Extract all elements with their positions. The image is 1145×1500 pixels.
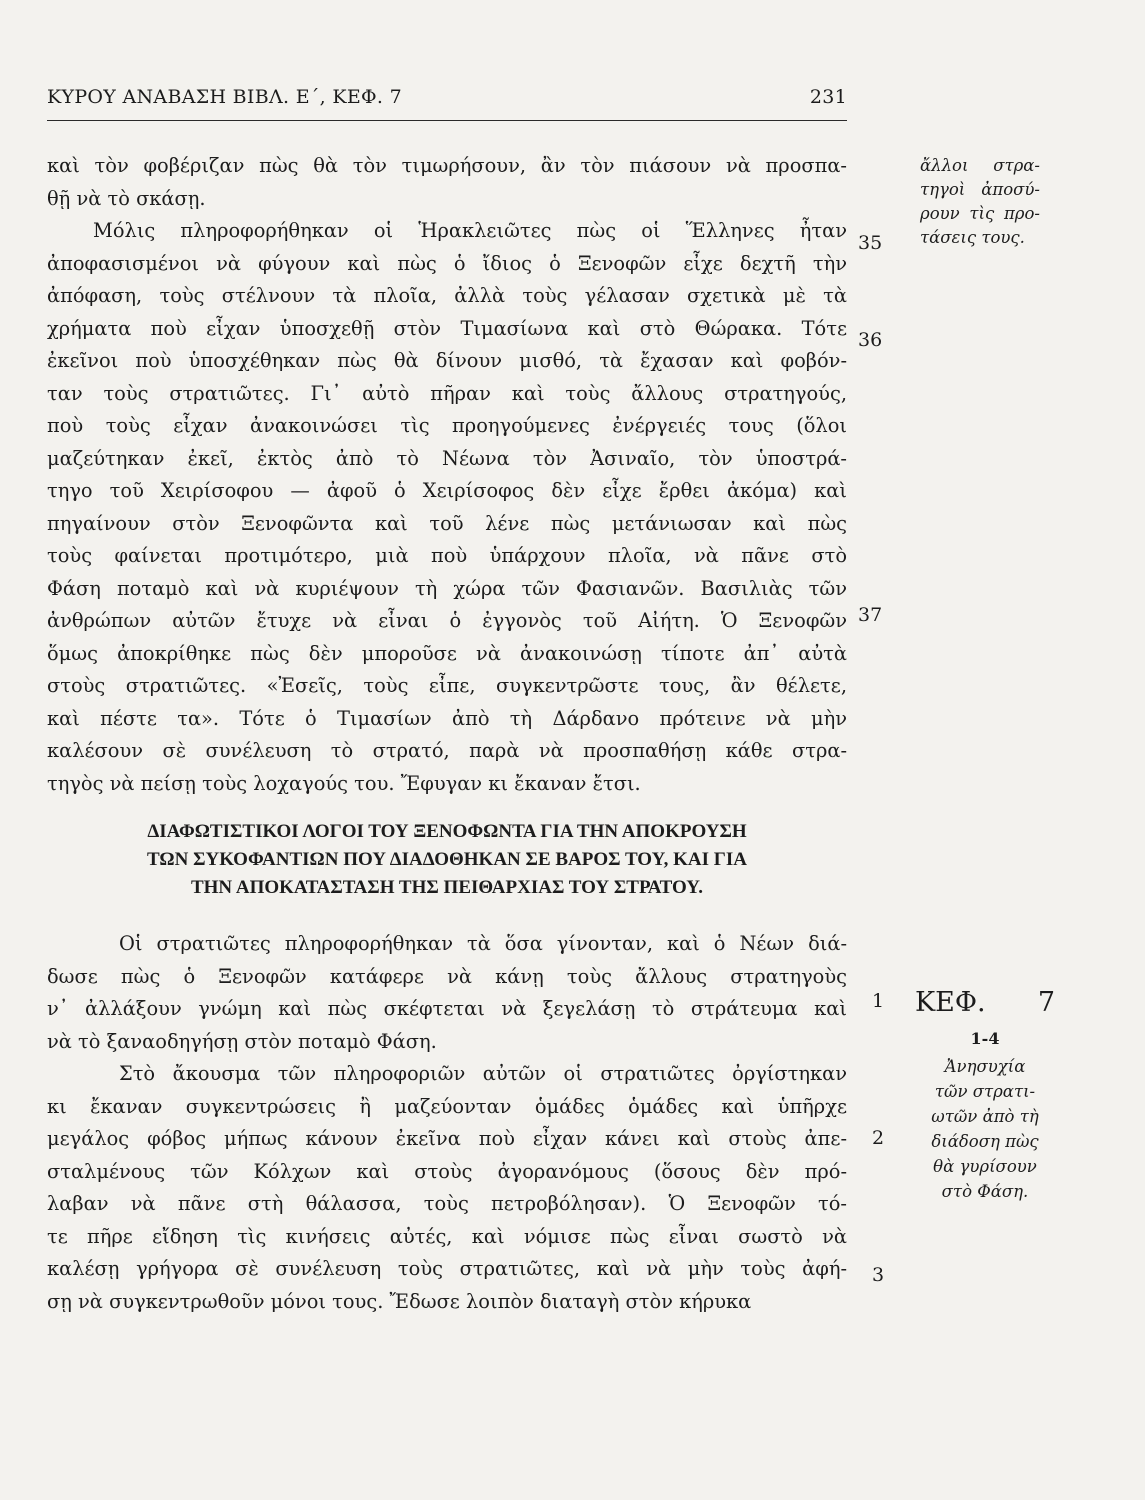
text-line: ταν τοὺς στρατιῶτες. Γι᾿ αὐτὸ πῆραν καὶ τοὺς ἄλλους στρατηγούς, bbox=[47, 381, 847, 405]
chapter-heading bbox=[915, 987, 1055, 1021]
text-line: καὶ πέστε τα». Τότε ὁ Τιμασίων ἀπὸ τὴ Δάρδανο πρότεινε νὰ μὴν bbox=[47, 706, 847, 730]
text-line: τε πῆρε εἴδηση τὶς κινήσεις αὐτές, καὶ νόμισε πὼς εἶναι σωστὸ νὰ bbox=[47, 1224, 847, 1248]
text-line: Φάση ποταμὸ καὶ νὰ κυριέψουν τὴ χώρα τῶν Φασιανῶν. Βασιλιὰς τῶν bbox=[47, 576, 847, 600]
text-line: καὶ τὸν φοβέριζαν πὼς θὰ τὸν τιμωρήσουν, ἂν τὸν πιάσουν νὰ προσπα- bbox=[47, 154, 847, 177]
section-number: 36 bbox=[858, 329, 883, 351]
text-line: χρήματα ποὺ εἶχαν ὑποσχεθῇ στὸν Τιμασίωνα καὶ στὸ Θώρακα. Τότε bbox=[47, 316, 847, 340]
chapter-note-line: στὸ Φάση. bbox=[941, 1182, 1029, 1201]
margin-note-line: τηγοὶ ἀποσύ- bbox=[920, 180, 1040, 199]
margin-note-line: ἄλλοι στρα- bbox=[920, 156, 1040, 175]
chapter-marker bbox=[915, 987, 1055, 1204]
margin-note-line: τάσεις τους. bbox=[920, 228, 1025, 247]
text-line: μαζεύτηκαν ἐκεῖ, ἐκτὸς ἀπὸ τὸ Νέωνα τὸν Ἀσιναῖο, τὸν ὑποστρά- bbox=[47, 446, 847, 470]
text-line: μεγάλος φόβος μήπως κάνουν ἐκεῖνα ποὺ εἶχαν κάνει καὶ στοὺς ἀπε- bbox=[47, 1127, 847, 1150]
spacer bbox=[47, 908, 847, 928]
text-line: καλέσουν σὲ συνέλευση τὸ στρατό, παρὰ νὰ προσπαθήσῃ κάθε στρα- bbox=[47, 739, 847, 762]
section-heading-line: ΔΙΑΦΩΤΙΣΤΙΚΟΙ ΛΟΓΟΙ ΤΟΥ ΞΕΝΟΦΩΝΤΑ ΓΙΑ ΤΗΝ ΑΠΟΚΡΟΥΣΗ bbox=[147, 821, 747, 842]
text-line: πηγαίνουν στὸν Ξενοφῶντα καὶ τοῦ λένε πὼς μετάνιωσαν καὶ πὼς bbox=[47, 511, 847, 535]
text-line: ἀποφασισμένοι νὰ φύγουν καὶ πὼς ὁ ἴδιος ὁ Ξενοφῶν εἶχε δεχτῆ τὴν bbox=[47, 251, 847, 275]
section-heading bbox=[47, 818, 847, 902]
section-number: 37 bbox=[858, 604, 883, 626]
text-line: στοὺς στρατιῶτες. «Ἐσεῖς, τοὺς εἶπε, συγκεντρῶστε τους, ἂν θέλετε, bbox=[47, 674, 847, 697]
text-line: Μόλις πληροφορήθηκαν οἱ Ἡρακλειῶτες πὼς οἱ Ἕλληνες ἦταν bbox=[93, 219, 847, 242]
section-heading-line: ΤΗΝ ΑΠΟΚΑΤΑΣΤΑΣΗ ΤΗΣ ΠΕΙΘΑΡΧΙΑΣ ΤΟΥ ΣΤΡΑΤΟΥ. bbox=[190, 877, 704, 898]
text-line: ἐκεῖνοι ποὺ ὑποσχέθηκαν πὼς θὰ δίνουν μισθό, τὰ ἔχασαν καὶ φοβόν- bbox=[47, 349, 847, 372]
text-line: σταλμένους τῶν Κόλχων καὶ στοὺς ἀγορανόμους (ὅσους δὲν πρό- bbox=[47, 1159, 847, 1183]
text-line: ὅμως ἀποκρίθηκε πὼς δὲν μποροῦσε νὰ ἀνακοινώσῃ τίποτε ἀπ᾿ αὐτὰ bbox=[47, 641, 847, 665]
text-line: ν᾿ ἀλλάξουν γνώμη καὶ πὼς σκέφτεται νὰ ξεγελάσῃ τὸ στράτευμα καὶ bbox=[47, 997, 847, 1020]
section-number: 1 bbox=[872, 990, 885, 1012]
text-line: καλέσῃ γρήγορα σὲ συνέλευση τοὺς στρατιῶτες, καὶ νὰ μὴν τοὺς ἀφή- bbox=[47, 1257, 847, 1280]
header-rule bbox=[47, 120, 847, 121]
text-line: ἀνθρώπων αὐτῶν ἔτυχε νὰ εἶναι ὁ ἐγγονὸς τοῦ Αἰήτη. Ὁ Ξενοφῶν bbox=[47, 609, 847, 632]
section-heading-line: ΤΩΝ ΣΥΚΟΦΑΝΤΙΩΝ ΠΟΥ ΔΙΑΔΟΘΗΚΑΝ ΣΕ ΒΑΡΟΣ ΤΟΥ, ΚΑΙ ΓΙΑ bbox=[147, 849, 747, 870]
chapter-range: 1-4 bbox=[970, 1029, 1000, 1048]
text-line: δωσε πὼς ὁ Ξενοφῶν κατάφερε νὰ κάνῃ τοὺς ἄλλους στρατηγοὺς bbox=[47, 964, 847, 988]
section-number: 35 bbox=[858, 232, 883, 254]
margin-note bbox=[920, 154, 1040, 250]
text-line: Στὸ ἄκουσμα τῶν πληροφοριῶν αὐτῶν οἱ στρατιῶτες ὀργίστηκαν bbox=[119, 1062, 847, 1085]
text-line: νὰ τὸ ξαναοδηγήσῃ στὸν ποταμὸ Φάση. bbox=[47, 1029, 437, 1053]
chapter-note-line: θὰ γυρίσουν bbox=[933, 1157, 1037, 1176]
chapter-note-line: ωτῶν ἀπὸ τὴ bbox=[931, 1107, 1039, 1126]
section-number: 3 bbox=[872, 1264, 885, 1286]
chapter-note-line: τῶν στρατι- bbox=[934, 1082, 1036, 1101]
chapter-note-line: Ἀνησυχία bbox=[944, 1057, 1026, 1076]
text-line: θῇ νὰ τὸ σκάσῃ. bbox=[47, 186, 206, 210]
chapter-number: 7 bbox=[1037, 987, 1055, 1018]
chapter-note bbox=[915, 1054, 1055, 1204]
text-line: σῃ νὰ συγκεντρωθοῦν μόνοι τους. Ἔδωσε λοιπὸν διαταγὴ στὸν κήρυκα bbox=[47, 1289, 752, 1313]
chapter-label: ΚΕΦ. bbox=[915, 987, 986, 1018]
text-line: λαβαν νὰ πᾶνε στὴ θάλασσα, τοὺς πετροβόλησαν). Ὁ Ξενοφῶν τό- bbox=[47, 1192, 847, 1215]
margin-note-line: ρουν τὶς προ- bbox=[920, 204, 1040, 223]
text-line: ἀπόφαση, τοὺς στέλνουν τὰ πλοῖα, ἀλλὰ τοὺς γέλασαν σχετικὰ μὲ τὰ bbox=[47, 284, 847, 307]
text-line: Οἱ στρατιῶτες πληροφορήθηκαν τὰ ὅσα γίνονταν, καὶ ὁ Νέων διά- bbox=[119, 932, 847, 955]
main-text bbox=[47, 150, 847, 1318]
text-line: τηγὸς νὰ πείσῃ τοὺς λοχαγούς του. Ἔφυγαν κι ἔκαναν ἔτσι. bbox=[47, 771, 641, 795]
text-line: κι ἔκαναν συγκεντρώσεις ἢ μαζεύονταν ὁμάδες ὁμάδες καὶ ὑπῆρχε bbox=[47, 1094, 847, 1118]
page-number: 231 bbox=[809, 86, 847, 108]
running-header bbox=[47, 86, 847, 116]
text-line: ποὺ τοὺς εἶχαν ἀνακοινώσει τὶς προηγούμενες ἐνέργειές τους (ὅλοι bbox=[47, 414, 847, 437]
chapter-note-line: διάδοση πὼς bbox=[931, 1132, 1039, 1151]
text-line: τοὺς φαίνεται προτιμότερο, μιὰ ποὺ ὑπάρχουν πλοῖα, νὰ πᾶνε στὸ bbox=[47, 544, 847, 567]
text-line: τηγο τοῦ Χειρίσοφου — ἀφοῦ ὁ Χειρίσοφος δὲν εἶχε ἔρθει ἀκόμα) καὶ bbox=[47, 479, 847, 502]
running-title: ΚΥΡΟΥ ΑΝΑΒΑΣΗ ΒΙΒΛ. Ε΄, ΚΕΦ. 7 bbox=[47, 86, 402, 108]
section-number: 2 bbox=[872, 1127, 885, 1149]
